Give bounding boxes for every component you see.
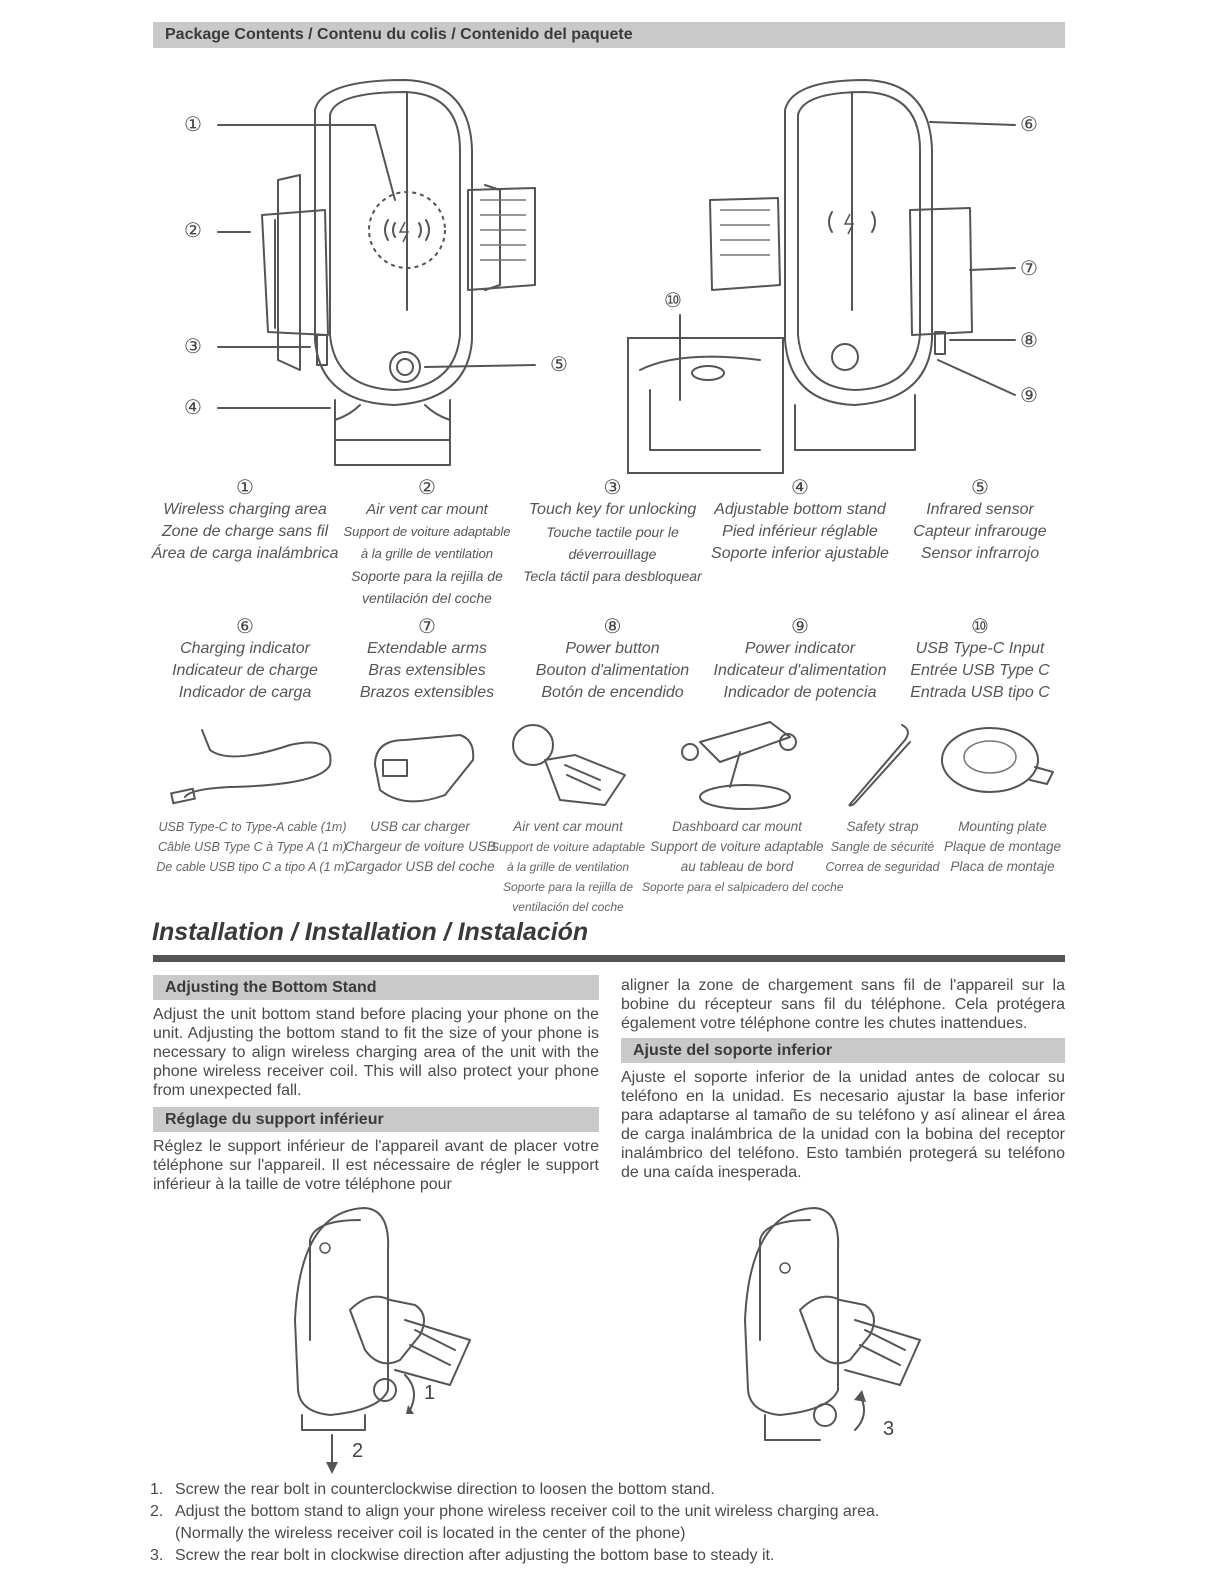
callout-1: ① <box>184 114 202 136</box>
list-item: 3. Screw the rear bolt in clockwise direction after adjusting the bottom base to steady it. <box>150 1547 775 1564</box>
part-caption-charging-indicator: ⑥ Charging indicator Indicateur de charge Indicador de carga <box>172 616 318 701</box>
accessory-caption-usb-cable: USB Type-C to Type-A cable (1m) Câble USB Type C à Type A (1 m) De cable USB tipo C a tipo A (1 m) <box>156 820 349 874</box>
steps-list <box>150 1479 1070 1567</box>
part-caption-wireless-charging-area: ① Wireless charging area Zone de charge sans fil Área de carga inalámbrica <box>151 477 339 562</box>
step-label-2: 2 <box>352 1440 364 1462</box>
step-label-3: 3 <box>883 1418 895 1440</box>
heading-adjusting-bottom-stand: Adjusting the Bottom Stand <box>153 975 599 1000</box>
callout-6: ⑥ <box>1020 114 1038 136</box>
callout-9: ⑨ <box>1020 385 1038 407</box>
installation-step-1-2-illustration <box>270 1200 490 1480</box>
callout-7: ⑦ <box>1020 258 1038 280</box>
part-caption-extendable-arms: ⑦ Extendable arms Bras extensibles Brazos extensibles <box>359 616 495 701</box>
accessory-caption-air-vent-mount: Air vent car mount Support de voiture adaptable à la grille de ventilation Soporte para la rejilla de ventilación del coche <box>490 819 646 914</box>
heading-reglage-support: Réglage du support inférieur <box>153 1107 599 1132</box>
paragraph-fr: Réglez le support inférieur de l'appareil avant de placer votre téléphone sur l'appareil. Il est nécessaire de régler le support inférieur à la taille de votre téléphone pour <box>153 1138 599 1193</box>
list-item: 1. Screw the rear bolt in counterclockwise direction to loosen the bottom stand. <box>150 1481 715 1498</box>
part-caption-touch-key: ③ Touch key for unlocking Touche tactile pour le déverrouillage Tecla táctil para desbloquear <box>523 477 702 584</box>
paragraph-fr-continued: aligner la zone de chargement sans fil de l'appareil sur la bobine du récepteur sans fil du téléphone. Cela protégera également votre téléphone contre les chutes inattendues. <box>621 977 1065 1032</box>
callout-3: ③ <box>184 336 202 358</box>
car-charger-illustration <box>365 720 485 810</box>
safety-strap-illustration <box>840 720 920 810</box>
installation-rule <box>153 955 1065 962</box>
heading-ajuste-soporte: Ajuste del soporte inferior <box>621 1038 1065 1063</box>
list-item: (Normally the wireless receiver coil is located in the center of the phone) <box>175 1525 686 1542</box>
mount-back-view-illustration <box>620 70 1070 490</box>
callout-10: ⑩ <box>664 290 682 312</box>
callout-4: ④ <box>184 397 202 419</box>
callout-5: ⑤ <box>550 354 568 376</box>
accessory-caption-car-charger: USB car charger Chargeur de voiture USB Cargador USB del coche <box>345 819 496 874</box>
callout-8: ⑧ <box>1020 330 1038 352</box>
package-contents-header: Package Contents / Contenu du colis / Contenido del paquete <box>153 22 1065 48</box>
dashboard-mount-illustration <box>670 712 820 812</box>
accessory-caption-safety-strap: Safety strap Sangle de sécurité Correa de seguridad <box>825 819 940 874</box>
part-caption-power-indicator: ⑨ Power indicator Indicateur d'alimentation Indicador de potencia <box>713 616 887 701</box>
part-caption-infrared-sensor: ⑤ Infrared sensor Capteur infrarouge Sensor infrarrojo <box>913 477 1047 562</box>
mount-front-view-illustration <box>150 70 610 490</box>
paragraph-en: Adjust the unit bottom stand before placing your phone on the unit. Adjusting the bottom stand to fit the size of your phone is necessary to align wireless charging area of the unit with the phone wireless receiver coil. This will also protect your phone from unexpected fall. <box>153 1006 599 1099</box>
part-caption-usb-c-input: ⑩ USB Type-C Input Entrée USB Type C Entrada USB tipo C <box>910 616 1050 701</box>
callout-2: ② <box>184 220 202 242</box>
installation-title: Installation / Installation / Instalación <box>152 918 589 946</box>
usb-cable-illustration <box>170 725 340 815</box>
part-caption-air-vent-mount: ② Air vent car mount Support de voiture adaptable à la grille de ventilation Soporte para la rejilla de ventilación del coche <box>343 477 511 606</box>
mounting-plate-illustration <box>935 722 1065 802</box>
accessory-caption-mounting-plate: Mounting plate Plaque de montage Placa de montaje <box>943 819 1062 874</box>
step-label-1: 1 <box>424 1382 436 1404</box>
installation-step-3-illustration <box>720 1200 940 1460</box>
part-caption-power-button: ⑧ Power button Bouton d'alimentation Botón de encendido <box>535 616 690 701</box>
air-vent-mount-illustration <box>505 720 635 810</box>
accessory-caption-dashboard-mount: Dashboard car mount Support de voiture adaptable au tableau de bord Soporte para el salpicadero del coche <box>642 819 844 894</box>
paragraph-es: Ajuste el soporte inferior de la unidad antes de colocar su teléfono en la unidad. Es necesario ajustar la base inferior para adaptarse al tamaño de su teléfono y así alinear el área de carga inalámbrica de la unidad con la bobina del receptor inalámbrico del teléfono. Esto también protegerá su teléfono de una caída inesperada. <box>621 1069 1065 1181</box>
part-caption-bottom-stand: ④ Adjustable bottom stand Pied inférieur réglable Soporte inferior ajustable <box>711 477 889 562</box>
list-item: 2. Adjust the bottom stand to align your phone wireless receiver coil to the unit wireless charging area. <box>150 1503 880 1520</box>
